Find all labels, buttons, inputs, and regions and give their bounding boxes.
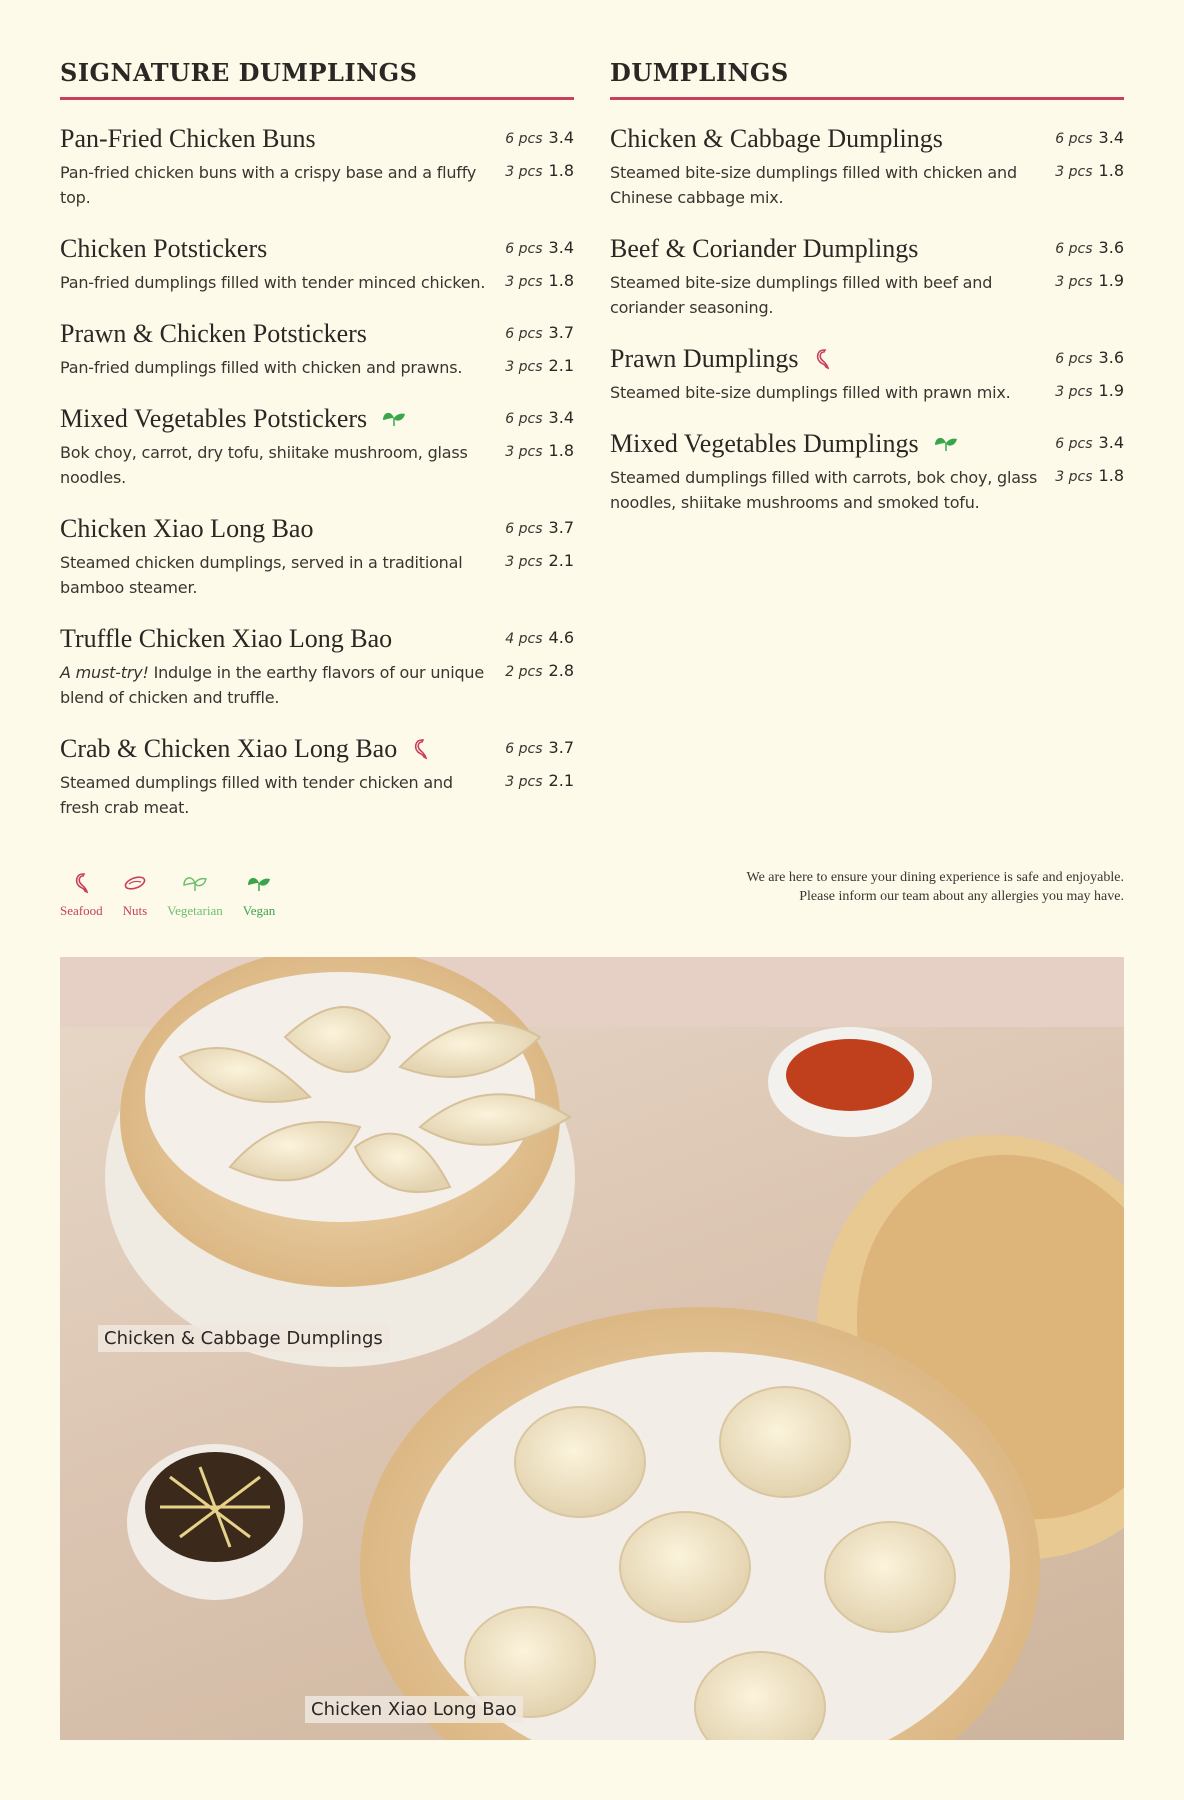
portion-label: 6 pcs <box>505 741 543 757</box>
price: 2.8 <box>548 661 574 680</box>
price: 3.7 <box>548 323 574 342</box>
portion-label: 6 pcs <box>505 521 543 537</box>
menu-item <box>60 734 574 820</box>
price: 4.6 <box>548 628 574 647</box>
signature-dumplings-section <box>60 58 574 844</box>
item-name: Chicken & Cabbage Dumplings <box>610 124 943 153</box>
price-list <box>504 238 574 304</box>
nuts-icon <box>123 872 147 899</box>
portion-label: 3 pcs <box>1055 384 1093 400</box>
section-title: DUMPLINGS <box>610 58 1124 100</box>
legend-label: Seafood <box>60 903 103 918</box>
menu-item <box>60 319 574 380</box>
photo-caption: Chicken Xiao Long Bao <box>305 1696 523 1723</box>
menu-item <box>60 624 574 710</box>
item-name: Prawn & Chicken Potstickers <box>60 319 367 348</box>
menu-item <box>610 344 1124 405</box>
price-list <box>504 628 574 694</box>
item-name: Crab & Chicken Xiao Long Bao <box>60 734 398 763</box>
price: 1.8 <box>1098 466 1124 485</box>
menu-item <box>60 234 574 295</box>
item-name: Chicken Xiao Long Bao <box>60 514 314 543</box>
portion-label: 6 pcs <box>1055 131 1093 147</box>
legend-label: Nuts <box>122 903 148 918</box>
price: 3.6 <box>1098 348 1124 367</box>
item-description: Pan-fried dumplings filled with tender minced chicken. <box>60 273 486 292</box>
menu-item <box>60 514 574 600</box>
portion-label: 6 pcs <box>505 131 543 147</box>
price: 1.9 <box>1098 271 1124 290</box>
portion-label: 3 pcs <box>505 444 543 460</box>
item-name: Chicken Potstickers <box>60 234 268 263</box>
item-name: Mixed Vegetables Dumplings <box>610 429 919 458</box>
price: 3.4 <box>548 238 574 257</box>
price: 3.4 <box>548 408 574 427</box>
portion-label: 3 pcs <box>505 274 543 290</box>
portion-label: 3 pcs <box>1055 274 1093 290</box>
price: 3.6 <box>1098 238 1124 257</box>
portion-label: 6 pcs <box>505 241 543 257</box>
price: 2.1 <box>548 771 574 790</box>
price: 1.9 <box>1098 381 1124 400</box>
price: 3.7 <box>548 518 574 537</box>
item-name: Mixed Vegetables Potstickers <box>60 404 368 433</box>
menu-item <box>610 429 1124 515</box>
allergy-notice <box>747 868 1125 906</box>
portion-label: 6 pcs <box>1055 241 1093 257</box>
item-name: Pan-Fried Chicken Buns <box>60 124 316 153</box>
portion-label: 6 pcs <box>1055 351 1093 367</box>
price-list <box>504 323 574 389</box>
menu-item <box>610 124 1124 210</box>
portion-label: 3 pcs <box>505 554 543 570</box>
seafood-icon <box>813 348 839 370</box>
item-description-text: Indulge in the earthy flavors of our unique blend of chicken and truffle. <box>60 663 484 707</box>
portion-label: 6 pcs <box>505 326 543 342</box>
legend-vegan <box>243 872 276 919</box>
item-description: Steamed chicken dumplings, served in a traditional bamboo steamer. <box>60 553 463 597</box>
item-description: Steamed bite-size dumplings filled with beef and coriander seasoning. <box>610 273 993 317</box>
legend-label: Vegan <box>242 903 276 918</box>
price: 1.8 <box>548 161 574 180</box>
section-title: SIGNATURE DUMPLINGS <box>60 58 574 100</box>
item-description: Bok choy, carrot, dry tofu, shiitake mushroom, glass noodles. <box>60 443 468 487</box>
price-list <box>504 518 574 584</box>
price: 1.8 <box>548 271 574 290</box>
price: 3.4 <box>548 128 574 147</box>
price: 1.8 <box>548 441 574 460</box>
photo-caption: Chicken & Cabbage Dumplings <box>98 1325 389 1352</box>
item-name: Beef & Coriander Dumplings <box>610 234 919 263</box>
allergy-line: We are here to ensure your dining experience is safe and enjoyable. <box>746 870 1124 885</box>
price-list <box>504 738 574 804</box>
menu-page <box>60 0 1124 1800</box>
price-list <box>504 408 574 474</box>
allergy-line: Please inform our team about any allergies you may have. <box>799 889 1124 904</box>
portion-label: 6 pcs <box>1055 436 1093 452</box>
price-list <box>1054 128 1124 194</box>
seafood-icon <box>411 738 437 760</box>
price: 2.1 <box>548 551 574 570</box>
portion-label: 3 pcs <box>1055 469 1093 485</box>
portion-label: 3 pcs <box>505 164 543 180</box>
legend-label: Vegetarian <box>167 903 223 918</box>
portion-label: 4 pcs <box>505 631 543 647</box>
item-description <box>60 660 490 710</box>
price: 3.4 <box>1098 433 1124 452</box>
legend-nuts <box>123 872 148 919</box>
item-description: Pan-fried dumplings filled with chicken and prawns. <box>60 358 463 377</box>
portion-label: 2 pcs <box>505 664 543 680</box>
item-description: Pan-fried chicken buns with a crispy base and a fluffy top. <box>60 163 477 207</box>
price-list <box>1054 238 1124 304</box>
vegan-icon <box>933 433 959 455</box>
item-highlight: A must-try! <box>60 663 149 682</box>
seafood-icon <box>72 872 90 899</box>
price: 2.1 <box>548 356 574 375</box>
price: 1.8 <box>1098 161 1124 180</box>
menu-item <box>60 404 574 490</box>
portion-label: 3 pcs <box>1055 164 1093 180</box>
dietary-legend <box>60 872 275 919</box>
item-description: Steamed dumplings filled with tender chicken and fresh crab meat. <box>60 773 453 817</box>
item-description: Steamed bite-size dumplings filled with prawn mix. <box>610 383 1011 402</box>
food-photo <box>60 957 1124 1740</box>
item-description: Steamed dumplings filled with carrots, bok choy, glass noodles, shiitake mushrooms and smoked tofu. <box>610 468 1038 512</box>
vegetarian-icon <box>182 872 208 899</box>
vegan-icon <box>381 408 407 430</box>
vegan-icon <box>246 872 272 899</box>
portion-label: 6 pcs <box>505 411 543 427</box>
item-name: Prawn Dumplings <box>610 344 799 373</box>
price-list <box>1054 348 1124 414</box>
menu-item <box>60 124 574 210</box>
dumplings-section <box>610 58 1124 539</box>
legend-seafood <box>60 872 103 919</box>
price: 3.7 <box>548 738 574 757</box>
portion-label: 3 pcs <box>505 359 543 375</box>
price: 3.4 <box>1098 128 1124 147</box>
legend-vegetarian <box>167 872 223 919</box>
menu-item <box>610 234 1124 320</box>
item-description: Steamed bite-size dumplings filled with chicken and Chinese cabbage mix. <box>610 163 1017 207</box>
item-name: Truffle Chicken Xiao Long Bao <box>60 624 393 653</box>
portion-label: 3 pcs <box>505 774 543 790</box>
price-list <box>1054 433 1124 499</box>
price-list <box>504 128 574 194</box>
